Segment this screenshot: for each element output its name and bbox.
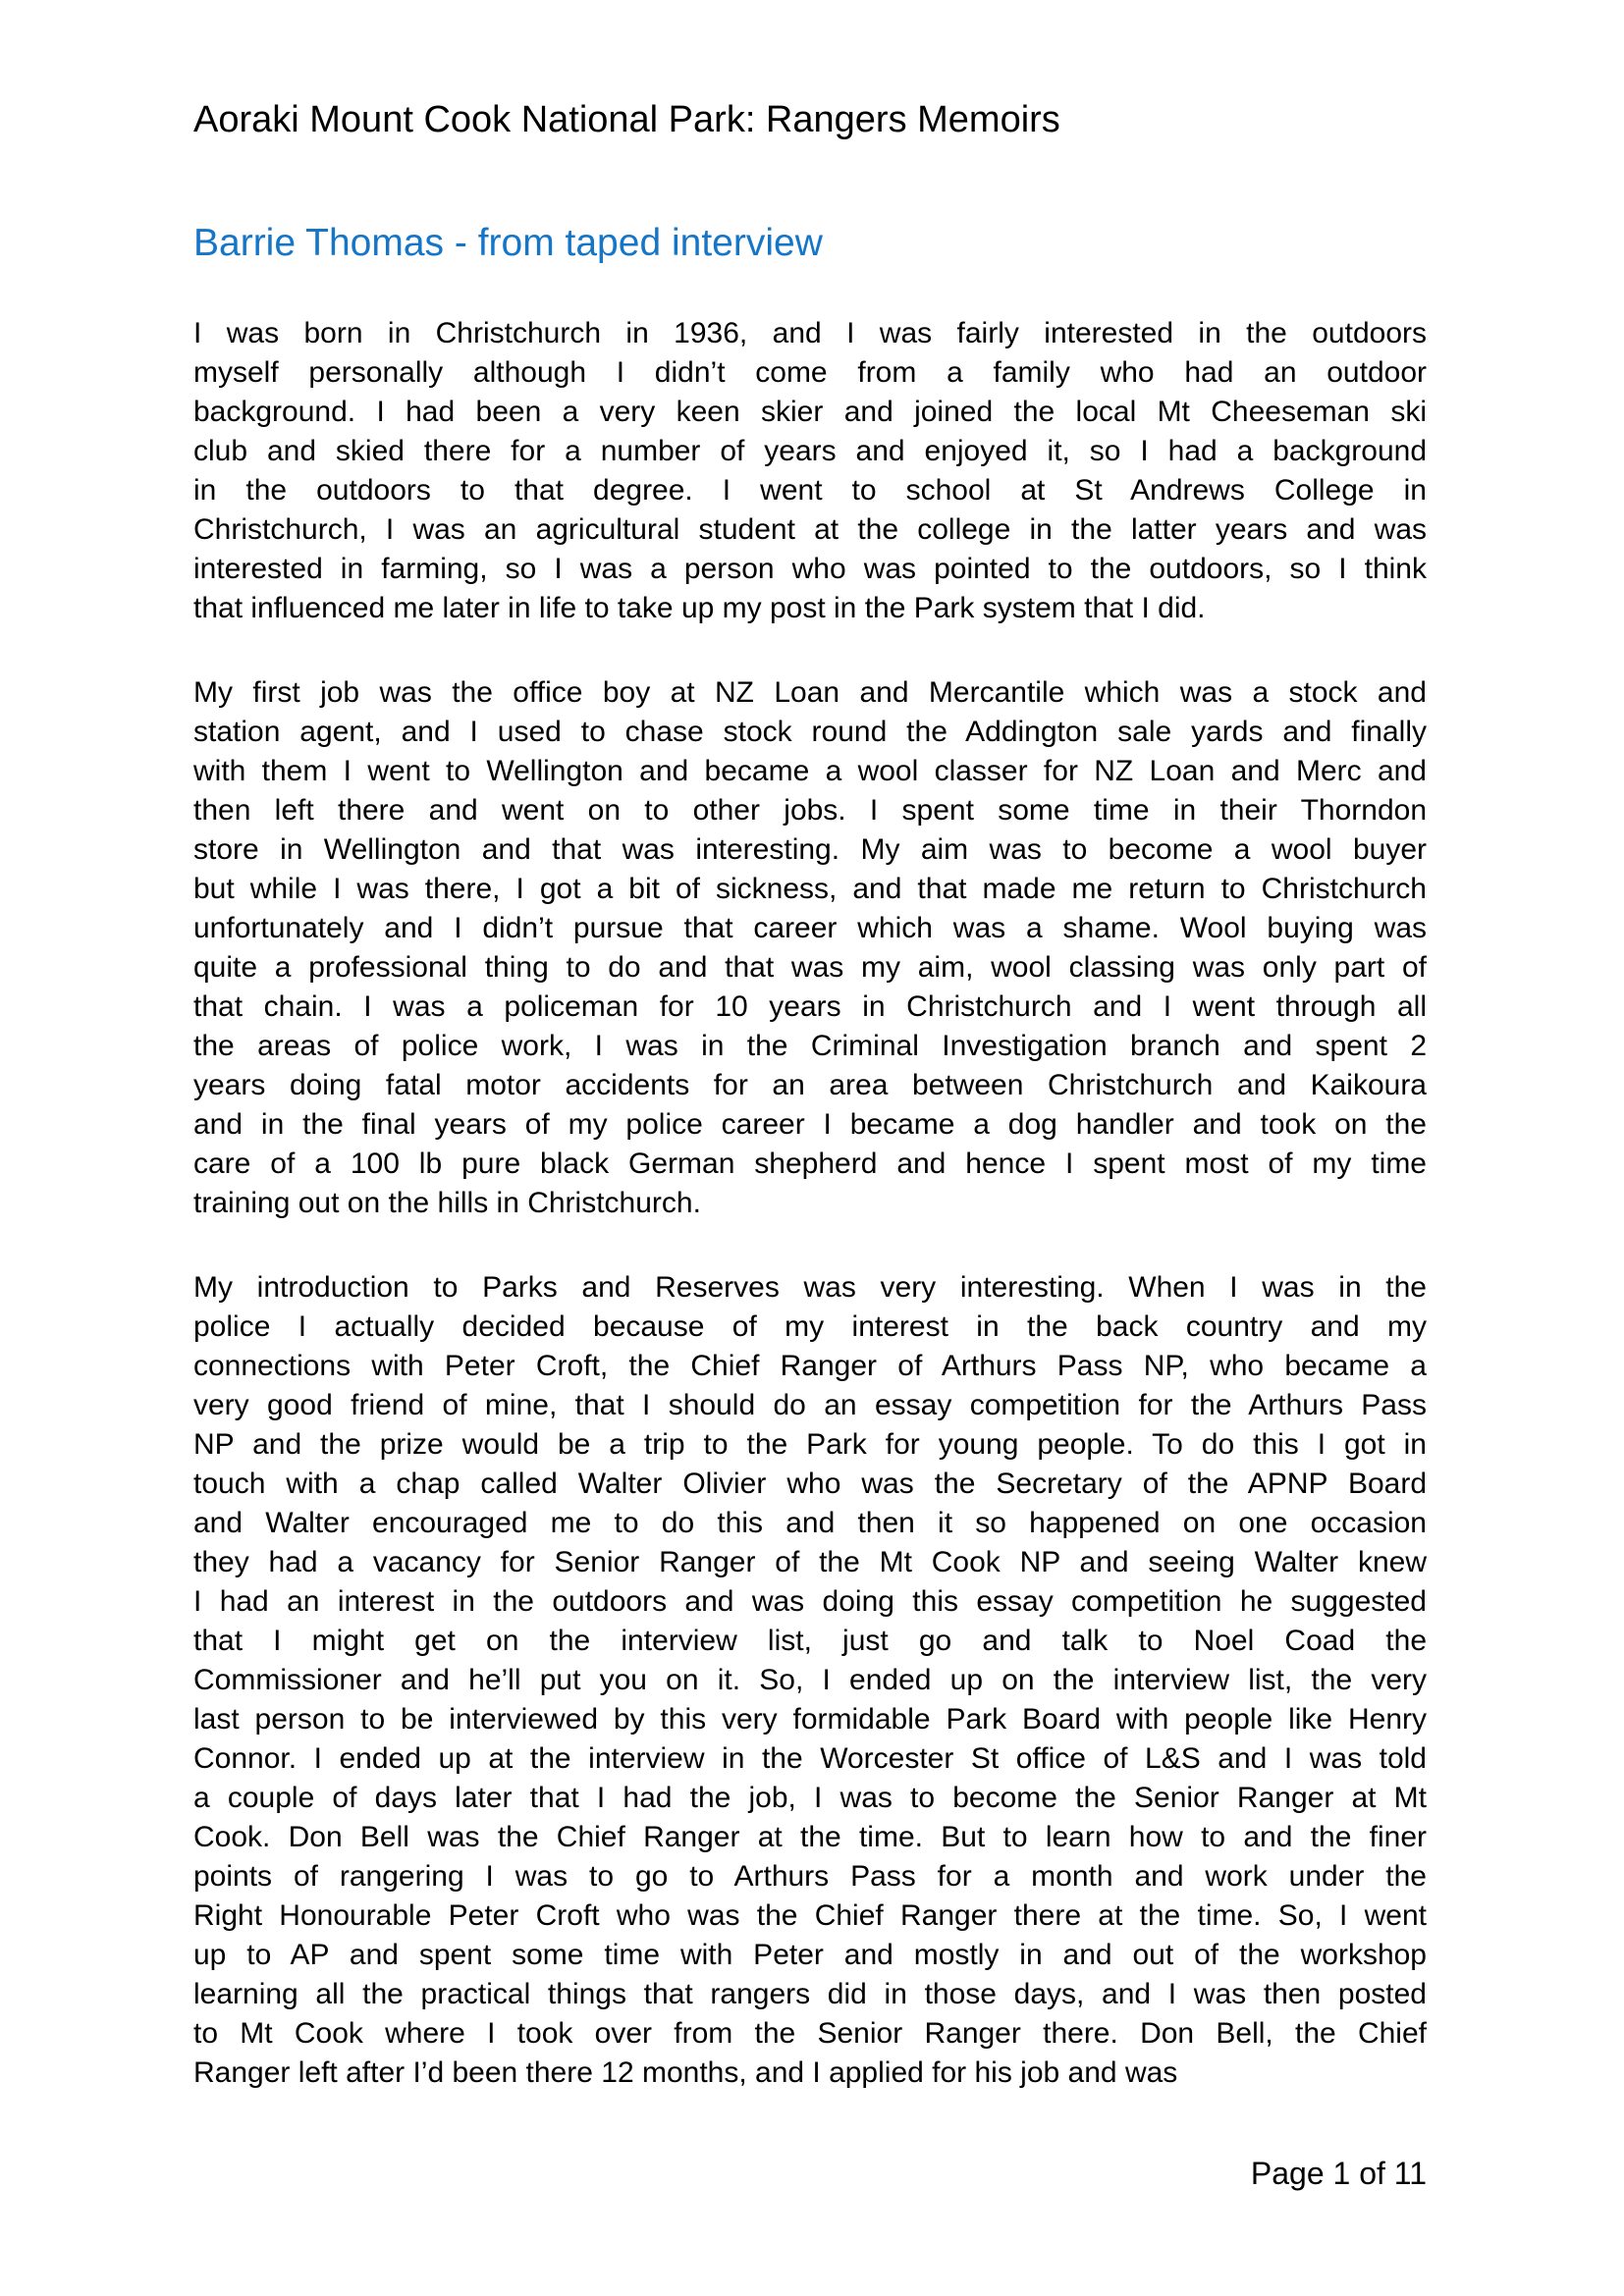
paragraph-line: to Mt Cook where I took over from the Senior Ranger there. Don Bell, the Chief — [193, 2017, 1427, 2050]
paragraph-line: I had an interest in the outdoors and was doing this essay competition he suggested — [193, 1585, 1427, 1618]
paragraph-line: years doing fatal motor accidents for an area between Christchurch and Kaikoura — [193, 1069, 1427, 1101]
paragraph-line: and Walter encouraged me to do this and then it so happened on one occasion — [193, 1507, 1427, 1539]
paragraph-line: Ranger left after I’d been there 12 months, and I applied for his job and was — [193, 2056, 1178, 2089]
paragraph-line: NP and the prize would be a trip to the Park for young people. To do this I got in — [193, 1428, 1427, 1461]
paragraph-line: that chain. I was a policeman for 10 years in Christchurch and I went through all — [193, 990, 1427, 1023]
paragraph-line: myself personally although I didn’t come from a family who had an outdoor — [193, 356, 1427, 389]
paragraph-line: but while I was there, I got a bit of sickness, and that made me return to Christchurch — [193, 873, 1427, 905]
paragraph-line: touch with a chap called Walter Olivier who was the Secretary of the APNP Board — [193, 1468, 1427, 1500]
paragraph-line: very good friend of mine, that I should do an essay competition for the Arthurs Pass — [193, 1389, 1427, 1421]
paragraph-line: police I actually decided because of my interest in the back country and my — [193, 1310, 1427, 1343]
paragraph-line: Right Honourable Peter Croft who was the Chief Ranger there at the time. So, I went — [193, 1899, 1427, 1932]
paragraph — [193, 314, 1427, 628]
paragraph-line: unfortunately and I didn’t pursue that career which was a shame. Wool buying was — [193, 912, 1427, 944]
paragraph-line: quite a professional thing to do and that was my aim, wool classing was only part of — [193, 951, 1427, 984]
paragraph-line: Commissioner and he’ll put you on it. So, I ended up on the interview list, the very — [193, 1664, 1427, 1696]
paragraph-line: Cook. Don Bell was the Chief Ranger at the time. But to learn how to and the finer — [193, 1821, 1427, 1853]
paragraph-line: that influenced me later in life to take up my post in the Park system that I did. — [193, 592, 1206, 624]
section-heading: Barrie Thomas - from taped interview — [193, 222, 823, 264]
paragraph-line: they had a vacancy for Senior Ranger of the Mt Cook NP and seeing Walter knew — [193, 1546, 1427, 1578]
paragraph-line: Christchurch, I was an agricultural student at the college in the latter years and was — [193, 513, 1427, 546]
paragraph-line: a couple of days later that I had the job, I was to become the Senior Ranger at Mt — [193, 1782, 1427, 1814]
paragraph-line: training out on the hills in Christchurch. — [193, 1187, 701, 1219]
paragraph-line: station agent, and I used to chase stock round the Addington sale yards and finally — [193, 716, 1427, 748]
paragraph-line: in the outdoors to that degree. I went to school at St Andrews College in — [193, 474, 1427, 507]
paragraph-line: interested in farming, so I was a person who was pointed to the outdoors, so I think — [193, 553, 1427, 585]
page-number: Page 1 of 11 — [1250, 2156, 1427, 2191]
paragraph-line: points of rangering I was to go to Arthurs Pass for a month and work under the — [193, 1860, 1427, 1893]
paragraph — [193, 673, 1427, 1223]
paragraph-line: learning all the practical things that rangers did in those days, and I was then posted — [193, 1978, 1427, 2010]
paragraph-line: background. I had been a very keen skier and joined the local Mt Cheeseman ski — [193, 396, 1427, 428]
paragraph-line: and in the final years of my police career I became a dog handler and took on the — [193, 1108, 1427, 1141]
paragraph-line: connections with Peter Croft, the Chief Ranger of Arthurs Pass NP, who became a — [193, 1350, 1427, 1382]
paragraph-line: last person to be interviewed by this very formidable Park Board with people like Henry — [193, 1703, 1427, 1735]
paragraph-line: My introduction to Parks and Reserves was very interesting. When I was in the — [193, 1271, 1427, 1304]
paragraph-line: My first job was the office boy at NZ Loan and Mercantile which was a stock and — [193, 676, 1427, 709]
document-body — [193, 314, 1427, 2093]
paragraph-line: Connor. I ended up at the interview in the Worcester St office of L&S and I was told — [193, 1742, 1427, 1775]
paragraph — [193, 1268, 1427, 2093]
paragraph-line: I was born in Christchurch in 1936, and I was fairly interested in the outdoors — [193, 317, 1427, 349]
paragraph-line: care of a 100 lb pure black German shepherd and hence I spent most of my time — [193, 1148, 1427, 1180]
paragraph-line: with them I went to Wellington and became a wool classer for NZ Loan and Merc and — [193, 755, 1427, 787]
paragraph-line: up to AP and spent some time with Peter and mostly in and out of the workshop — [193, 1939, 1427, 1971]
paragraph-line: store in Wellington and that was interesting. My aim was to become a wool buyer — [193, 833, 1427, 866]
document-title: Aoraki Mount Cook National Park: Rangers Memoirs — [193, 99, 1060, 140]
paragraph-line: that I might get on the interview list, just go and talk to Noel Coad the — [193, 1625, 1427, 1657]
paragraph-line: club and skied there for a number of years and enjoyed it, so I had a background — [193, 435, 1427, 467]
paragraph-line: then left there and went on to other jobs. I spent some time in their Thorndon — [193, 794, 1427, 827]
paragraph-line: the areas of police work, I was in the Criminal Investigation branch and spent 2 — [193, 1030, 1427, 1062]
